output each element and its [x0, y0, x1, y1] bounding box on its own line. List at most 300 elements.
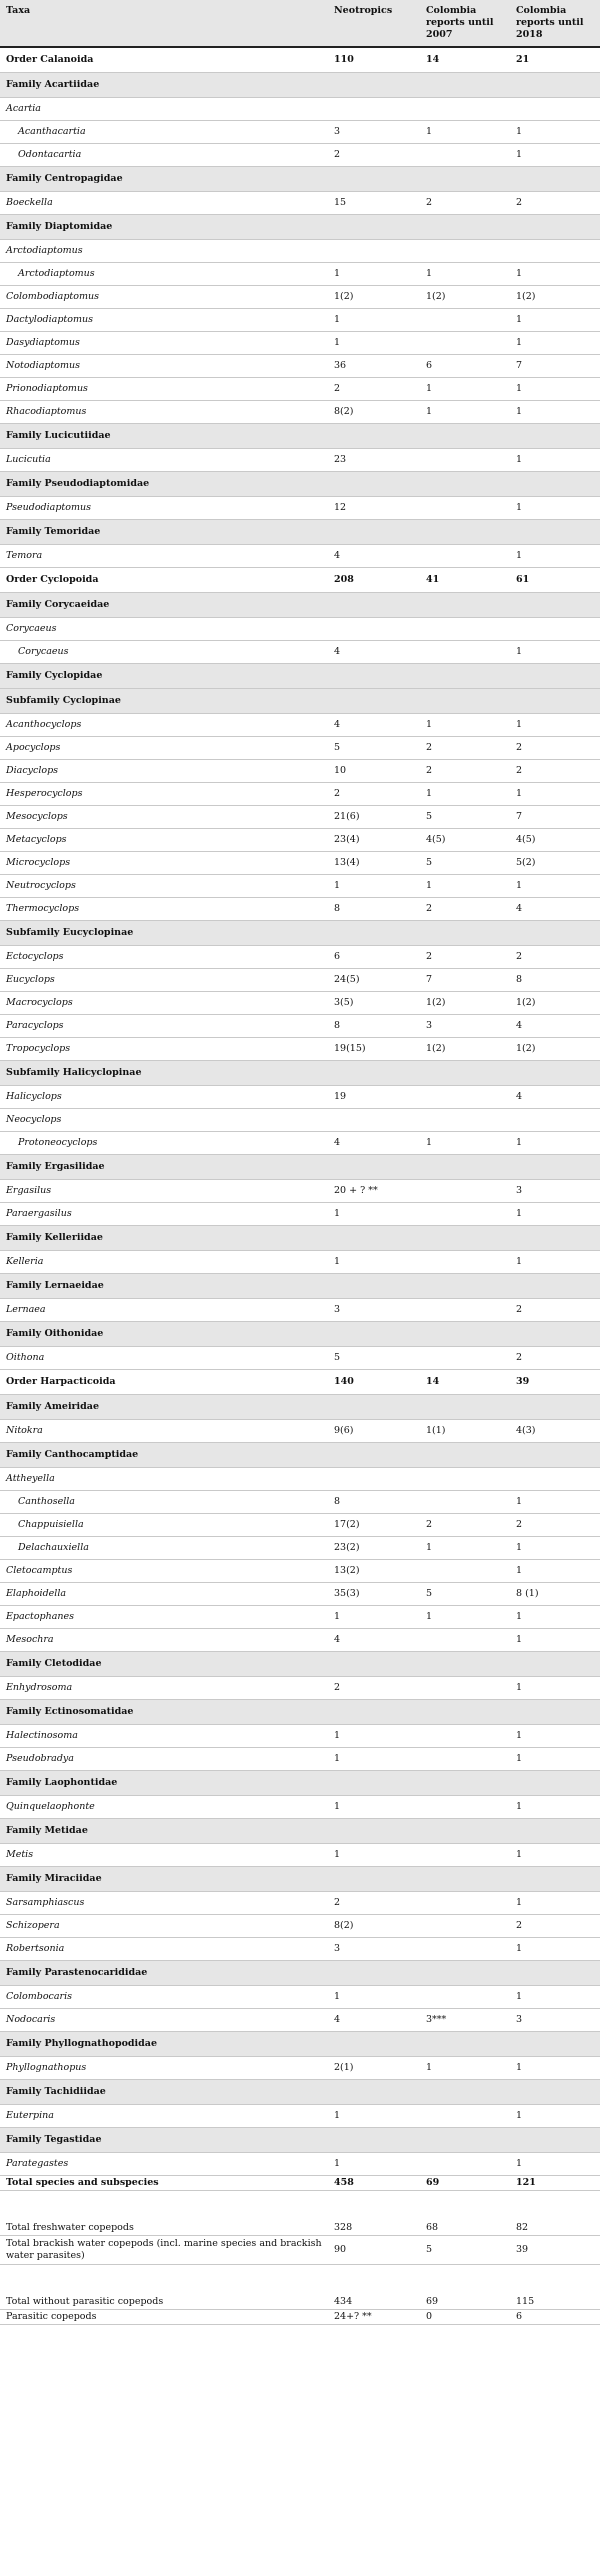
header-colombia-2007: Colombia reports until 2007 — [420, 0, 510, 47]
spacer-cell — [0, 2191, 600, 2222]
taxa-cell: Family Laophontidae — [0, 1771, 328, 1796]
table-row — [0, 309, 600, 332]
colombia-2018-cell: 4(5) — [516, 834, 536, 845]
colombia-2007-cell: 3 — [426, 1020, 433, 1031]
colombia-2007-cell — [420, 144, 510, 167]
family-row — [0, 1700, 600, 1725]
neotropics-cell: 24(5) — [334, 974, 360, 985]
table-row — [0, 1015, 600, 1038]
neotropics-cell: 8 — [334, 1020, 341, 1031]
taxa-cell: Schizopera — [6, 1920, 60, 1931]
taxa-cell: Colombodiaptomus — [6, 291, 99, 302]
colombia-2007-cell: 1 — [426, 2062, 433, 2073]
neotropics-cell — [328, 73, 420, 98]
colombia-2007-cell — [420, 664, 510, 689]
neotropics-cell: 24+? ** — [334, 2311, 372, 2322]
colombia-2018-cell: 1 — [516, 719, 523, 730]
neotropics-cell — [328, 167, 420, 192]
taxa-cell: Cletocamptus — [6, 1565, 73, 1576]
colombia-2018-cell — [510, 689, 600, 714]
family-row — [0, 1155, 600, 1180]
colombia-2018-cell — [510, 2032, 600, 2057]
table-row — [0, 852, 600, 875]
header-neotropics: Neotropics — [328, 0, 420, 47]
neotropics-cell: 13(4) — [334, 857, 360, 868]
taxa-cell: Diacyclops — [6, 765, 59, 776]
colombia-2018-cell: 21 — [516, 54, 530, 65]
colombia-2018-cell: 1 — [516, 1542, 523, 1553]
table-row — [0, 783, 600, 806]
colombia-2007-cell — [420, 520, 510, 545]
colombia-2007-cell: 2 — [426, 742, 433, 753]
taxa-cell: Paracyclops — [6, 1020, 64, 1031]
table-row — [0, 1038, 600, 1061]
neotropics-cell: 3(5) — [334, 997, 354, 1008]
neotropics-cell — [328, 1443, 420, 1468]
taxa-cell: Corycaeus — [18, 646, 69, 657]
colombia-2018-cell — [510, 472, 600, 497]
table-row — [0, 2009, 600, 2032]
neotropics-cell: 12 — [334, 502, 347, 513]
taxa-cell: Family Cletodidae — [0, 1652, 328, 1677]
colombia-2007-cell: 7 — [426, 974, 433, 985]
neotropics-cell — [328, 1700, 420, 1725]
colombia-2018-cell: 1 — [516, 383, 523, 394]
taxa-cell: Subfamily Eucyclopinae — [0, 921, 328, 946]
colombia-2007-cell — [420, 449, 510, 472]
taxa-cell: Ergasilus — [6, 1185, 52, 1196]
colombia-2018-cell: 1 — [516, 1943, 523, 1954]
family-row — [0, 1322, 600, 1347]
taxa-cell: Oithona — [6, 1352, 45, 1363]
colombia-2018-cell: 3 — [516, 1185, 523, 1196]
table-row — [0, 378, 600, 401]
colombia-2007-cell: 1 — [426, 788, 433, 799]
neotropics-cell — [328, 98, 420, 121]
colombia-2018-cell: 8 — [516, 974, 523, 985]
taxa-cell: Dactylodiaptomus — [6, 314, 93, 325]
neotropics-cell: 8(2) — [334, 1920, 354, 1931]
table-row — [0, 829, 600, 852]
family-row — [0, 167, 600, 192]
neotropics-cell: 1 — [334, 1801, 341, 1812]
family-row — [0, 1226, 600, 1251]
colombia-2007-cell: 41 — [426, 574, 440, 585]
colombia-2018-cell — [510, 618, 600, 641]
neotropics-cell: 13(2) — [334, 1565, 360, 1576]
taxa-cell: Mesochra — [6, 1634, 54, 1645]
colombia-2007-cell — [420, 1938, 510, 1961]
colombia-2007-cell — [420, 240, 510, 263]
table-row — [0, 1180, 600, 1203]
colombia-2007-cell — [420, 1748, 510, 1771]
colombia-2007-cell — [420, 1226, 510, 1251]
neotropics-cell — [328, 1155, 420, 1180]
colombia-2018-cell: 2 — [516, 1519, 523, 1530]
table-body — [0, 47, 600, 2325]
colombia-2018-cell: 61 — [516, 574, 530, 585]
colombia-2018-cell — [510, 1867, 600, 1892]
neotropics-cell: 4 — [334, 719, 341, 730]
colombia-2018-cell — [510, 424, 600, 449]
spacer-cell — [0, 2265, 600, 2296]
neotropics-cell: 2 — [334, 788, 341, 799]
neotropics-cell: 15 — [334, 197, 347, 208]
table-row — [0, 1560, 600, 1583]
colombia-2018-cell: 3 — [516, 2014, 523, 2025]
table-row — [0, 1203, 600, 1226]
taxa-cell: Family Tachidiidae — [0, 2080, 328, 2105]
table-row — [0, 2221, 600, 2236]
taxa-cell: Canthosella — [18, 1496, 75, 1507]
neotropics-cell — [328, 520, 420, 545]
colombia-2007-cell: 1 — [426, 719, 433, 730]
colombia-2018-cell — [510, 2128, 600, 2153]
neotropics-cell — [328, 2128, 420, 2153]
family-row — [0, 520, 600, 545]
taxa-cell: Elaphoidella — [6, 1588, 67, 1599]
table-row — [0, 1537, 600, 1560]
neotropics-cell: 328 — [334, 2222, 353, 2233]
taxa-cell: Family Diaptomidae — [0, 215, 328, 240]
colombia-2018-cell: 1 — [516, 1256, 523, 1267]
neotropics-cell: 19 — [334, 1091, 347, 1102]
table-row — [0, 1420, 600, 1443]
colombia-2007-cell — [420, 73, 510, 98]
table-row — [0, 98, 600, 121]
family-row — [0, 472, 600, 497]
taxa-cell: Thermocyclops — [6, 903, 80, 914]
colombia-2007-cell: 2 — [426, 951, 433, 962]
taxa-cell: Euterpina — [6, 2110, 54, 2121]
colombia-2007-cell: 2 — [426, 1519, 433, 1530]
neotropics-cell — [328, 2032, 420, 2057]
taxa-cell: Family Temoridae — [0, 520, 328, 545]
taxa-cell: Total species and subspecies — [6, 2177, 159, 2188]
colombia-2007-cell — [420, 2105, 510, 2128]
colombia-2018-cell: 4 — [516, 1020, 523, 1031]
table-row — [0, 1915, 600, 1938]
table-row — [0, 401, 600, 424]
neotropics-cell — [328, 2080, 420, 2105]
taxa-cell: Family Miraciidae — [0, 1867, 328, 1892]
neotropics-cell: 2 — [334, 383, 341, 394]
neotropics-cell: 458 — [334, 2177, 354, 2188]
colombia-2007-cell: 5 — [426, 857, 433, 868]
family-row — [0, 1771, 600, 1796]
colombia-2007-cell — [420, 1203, 510, 1226]
neotropics-cell — [328, 1226, 420, 1251]
taxa-cell: Lucicutia — [6, 454, 51, 465]
neotropics-cell: 1 — [334, 337, 341, 348]
colombia-2007-cell — [420, 332, 510, 355]
colombia-2018-cell: 1 — [516, 149, 523, 160]
taxa-cell: Corycaeus — [6, 623, 57, 634]
colombia-2007-cell — [420, 1961, 510, 1986]
taxa-cell: Acanthocyclops — [6, 719, 82, 730]
neotropics-cell: 10 — [334, 765, 347, 776]
table-row — [0, 1606, 600, 1629]
table-row — [0, 1796, 600, 1819]
taxa-cell: Family Acartiidae — [0, 73, 328, 98]
table-row — [0, 992, 600, 1015]
table-row — [0, 2176, 600, 2191]
family-row — [0, 593, 600, 618]
colombia-2007-cell: 1 — [426, 880, 433, 891]
taxa-cell: Sarsamphiascus — [6, 1897, 85, 1908]
table-row — [0, 545, 600, 568]
neotropics-cell: 23 — [334, 454, 347, 465]
neotropics-cell — [328, 618, 420, 641]
colombia-2007-cell: 1 — [426, 1611, 433, 1622]
colombia-2018-cell: 4 — [516, 903, 523, 914]
colombia-2018-cell: 1 — [516, 2062, 523, 2073]
colombia-2018-cell: 115 — [516, 2296, 535, 2307]
colombia-2018-cell: 1 — [516, 1991, 523, 2002]
colombia-2007-cell: 14 — [426, 54, 440, 65]
colombia-2007-cell — [420, 1771, 510, 1796]
taxa-cell: Paraergasilus — [6, 1208, 72, 1219]
table-row — [0, 2105, 600, 2128]
colombia-2018-cell: 1 — [516, 1730, 523, 1741]
family-row — [0, 1652, 600, 1677]
colombia-2007-cell — [420, 424, 510, 449]
taxa-cell: Nodocaris — [6, 2014, 56, 2025]
colombia-2018-cell: 1 — [516, 454, 523, 465]
neotropics-cell: 36 — [334, 360, 347, 371]
neotropics-cell: 23(2) — [334, 1542, 360, 1553]
taxa-cell: Order Harpacticoida — [6, 1376, 116, 1387]
colombia-2007-cell: 69 — [426, 2296, 439, 2307]
colombia-2007-cell — [420, 1867, 510, 1892]
taxa-cell: Epactophanes — [6, 1611, 75, 1622]
taxa-cell: Family Pseudodiaptomidae — [0, 472, 328, 497]
table-row — [0, 121, 600, 144]
taxa-cell: Subfamily Halicyclopinae — [0, 1061, 328, 1086]
taxa-cell: Parategastes — [6, 2158, 69, 2169]
taxa-cell: Family Metidae — [0, 1819, 328, 1844]
taxa-cell: Mesocyclops — [6, 811, 68, 822]
colombia-2018-cell: 1 — [516, 337, 523, 348]
colombia-2018-cell — [510, 1700, 600, 1725]
table-row — [0, 1086, 600, 1109]
table-row — [0, 969, 600, 992]
table-row — [0, 2236, 600, 2265]
taxa-cell: Order Calanoida — [6, 54, 94, 65]
taxa-cell: Attheyella — [6, 1473, 55, 1484]
family-row — [0, 1395, 600, 1420]
neotropics-cell: 4 — [334, 1634, 341, 1645]
table-row — [0, 875, 600, 898]
colombia-2018-cell — [510, 1322, 600, 1347]
table-row — [0, 449, 600, 472]
colombia-2007-cell — [420, 618, 510, 641]
colombia-2007-cell — [420, 1700, 510, 1725]
neotropics-cell: 3 — [334, 126, 341, 137]
colombia-2007-cell: 69 — [426, 2177, 440, 2188]
table-row — [0, 263, 600, 286]
colombia-2018-cell — [510, 1274, 600, 1299]
order-row — [0, 47, 600, 73]
neotropics-cell — [328, 1061, 420, 1086]
taxa-cell: Family Phyllognathopodidae — [0, 2032, 328, 2057]
colombia-2018-cell: 1 — [516, 1611, 523, 1622]
colombia-2018-cell — [510, 167, 600, 192]
colombia-2007-cell — [420, 1892, 510, 1915]
colombia-2007-cell — [420, 2153, 510, 2176]
taxa-cell: Pseudobradya — [6, 1753, 74, 1764]
colombia-2007-cell — [420, 1322, 510, 1347]
family-row — [0, 73, 600, 98]
family-row — [0, 2032, 600, 2057]
table-row — [0, 144, 600, 167]
colombia-2007-cell: 68 — [426, 2222, 439, 2233]
colombia-2018-cell: 39 — [516, 1376, 530, 1387]
header-colombia-2018: Colombia reports until 2018 — [510, 0, 600, 47]
taxa-cell: Order Cyclopoida — [6, 574, 99, 585]
colombia-2018-cell — [510, 921, 600, 946]
table-row — [0, 1583, 600, 1606]
colombia-2007-cell: 1 — [426, 126, 433, 137]
colombia-2007-cell — [420, 1155, 510, 1180]
colombia-2007-cell — [420, 1468, 510, 1491]
colombia-2018-cell: 1 — [516, 1208, 523, 1219]
table-header-row — [0, 0, 600, 47]
table-row — [0, 1892, 600, 1915]
neotropics-cell — [328, 1395, 420, 1420]
table-row — [0, 240, 600, 263]
taxa-cell: Family Ameiridae — [0, 1395, 328, 1420]
colombia-2018-cell: 1 — [516, 2110, 523, 2121]
taxa-cell: Delachauxiella — [18, 1542, 89, 1553]
taxa-cell: Dasydiaptomus — [6, 337, 80, 348]
table-row — [0, 1725, 600, 1748]
neotropics-cell: 1 — [334, 1256, 341, 1267]
neotropics-cell: 208 — [334, 574, 354, 585]
family-row — [0, 1061, 600, 1086]
family-row — [0, 1819, 600, 1844]
taxa-cell: Boeckella — [6, 197, 53, 208]
taxa-cell: Family Lernaeidae — [0, 1274, 328, 1299]
colombia-2018-cell: 39 — [516, 2244, 529, 2255]
neotropics-cell: 5 — [334, 742, 341, 753]
spacer-row — [0, 2191, 600, 2222]
family-row — [0, 689, 600, 714]
table-row — [0, 1844, 600, 1867]
order-row — [0, 1370, 600, 1395]
family-row — [0, 1274, 600, 1299]
neotropics-cell: 1 — [334, 1849, 341, 1860]
colombia-2018-cell — [510, 98, 600, 121]
neotropics-cell — [328, 1652, 420, 1677]
colombia-2018-cell: 1(2) — [516, 1043, 536, 1054]
colombia-2007-cell: 1(2) — [426, 291, 446, 302]
taxa-cell: Acartia — [6, 103, 41, 114]
taxa-cell: Total without parasitic copepods — [6, 2296, 164, 2307]
table-row — [0, 1938, 600, 1961]
taxa-cell: Family Parastenocarididae — [0, 1961, 328, 1986]
colombia-2007-cell — [420, 1109, 510, 1132]
colombia-2007-cell: 5 — [426, 1588, 433, 1599]
taxa-cell: Arctodiaptomus — [18, 268, 95, 279]
taxa-cell: Halicyclops — [6, 1091, 62, 1102]
taxa-cell: Robertsonia — [6, 1943, 65, 1954]
table-row — [0, 737, 600, 760]
colombia-2018-cell — [510, 1468, 600, 1491]
neotropics-cell — [328, 424, 420, 449]
taxa-cell: Family Canthocamptidae — [0, 1443, 328, 1468]
taxa-cell: Notodiaptomus — [6, 360, 80, 371]
neotropics-cell — [328, 1468, 420, 1491]
colombia-2007-cell — [420, 1560, 510, 1583]
colombia-2007-cell — [420, 1629, 510, 1652]
table-row — [0, 497, 600, 520]
colombia-2007-cell: 6 — [426, 360, 433, 371]
colombia-2018-cell: 1 — [516, 268, 523, 279]
taxa-cell: Colombocaris — [6, 1991, 72, 2002]
taxa-cell: Macrocyclops — [6, 997, 73, 1008]
colombia-2007-cell — [420, 497, 510, 520]
taxa-cell: Microcyclops — [6, 857, 71, 868]
neotropics-cell: 140 — [334, 1376, 354, 1387]
colombia-2007-cell — [420, 1819, 510, 1844]
colombia-2018-cell: 1 — [516, 1682, 523, 1693]
colombia-2018-cell — [510, 1819, 600, 1844]
table-row — [0, 2295, 600, 2310]
colombia-2018-cell: 1 — [516, 880, 523, 891]
table-row — [0, 286, 600, 309]
taxa-cell: Lernaea — [6, 1304, 46, 1315]
taxa-cell: Neutrocyclops — [6, 880, 76, 891]
colombia-2007-cell: 5 — [426, 811, 433, 822]
colombia-2007-cell — [420, 1986, 510, 2009]
colombia-2018-cell: 1 — [516, 1634, 523, 1645]
taxa-cell: Family Ergasilidae — [0, 1155, 328, 1180]
table-row — [0, 714, 600, 737]
neotropics-cell: 1 — [334, 1991, 341, 2002]
neotropics-cell — [328, 664, 420, 689]
colombia-2007-cell — [420, 1180, 510, 1203]
neotropics-cell: 4 — [334, 646, 341, 657]
taxa-cell: Eucyclops — [6, 974, 55, 985]
taxa-cell: Nitokra — [6, 1425, 43, 1436]
taxa-cell: Total brackish water copepods (incl. marine species and brackish water parasites) — [6, 2238, 322, 2261]
colombia-2007-cell — [420, 1915, 510, 1938]
colombia-2018-cell — [510, 1155, 600, 1180]
colombia-2007-cell — [420, 1844, 510, 1867]
taxa-cell: Family Cyclopidae — [0, 664, 328, 689]
colombia-2018-cell: 1 — [516, 406, 523, 417]
neotropics-cell: 1 — [334, 1611, 341, 1622]
colombia-2018-cell: 8 (1) — [516, 1588, 539, 1599]
taxa-cell: Protoneocyclops — [18, 1137, 98, 1148]
family-row — [0, 215, 600, 240]
table-row — [0, 760, 600, 783]
taxa-cell: Chappuisiella — [18, 1519, 84, 1530]
colombia-2018-cell: 1 — [516, 1137, 523, 1148]
colombia-2018-cell: 2 — [516, 1304, 523, 1315]
neotropics-cell — [328, 1771, 420, 1796]
colombia-2007-cell — [420, 1299, 510, 1322]
colombia-2018-cell: 82 — [516, 2222, 529, 2233]
colombia-2007-cell — [420, 1347, 510, 1370]
colombia-2007-cell — [420, 215, 510, 240]
colombia-2007-cell: 1(2) — [426, 1043, 446, 1054]
colombia-2007-cell: 1(1) — [426, 1425, 446, 1436]
table-row — [0, 1132, 600, 1155]
neotropics-cell: 1 — [334, 314, 341, 325]
colombia-2018-cell: 121 — [516, 2177, 536, 2188]
